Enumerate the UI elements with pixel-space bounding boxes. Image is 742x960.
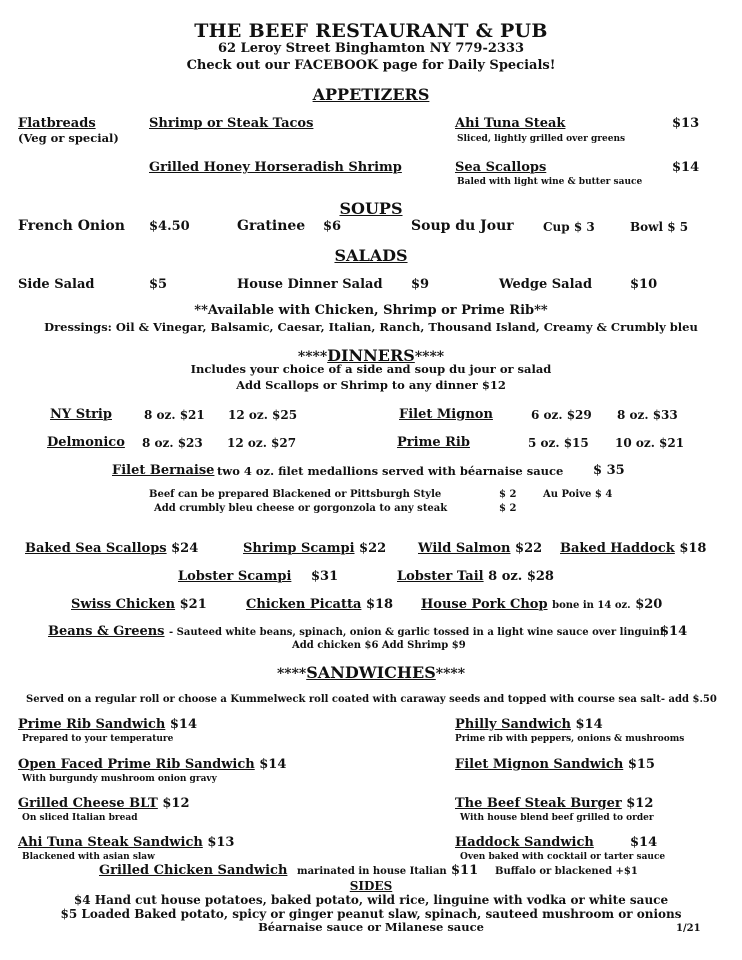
beans-greens-price: $14 [660, 624, 688, 639]
dinners-add: Add Scallops or Shrimp to any dinner $12 [236, 378, 506, 392]
sides-line-2: $5 Loaded Baked potato, spicy or ginger peanut slaw, spinach, sauteed mushroom or onions [60, 907, 682, 921]
prime-rib-sandwich: Prime Rib Sandwich $14 [18, 717, 197, 732]
prime-rib-10: 10 oz. $21 [615, 436, 685, 450]
gratinee-price: $6 [323, 219, 342, 234]
ahi-tuna-sandwich: Ahi Tuna Steak Sandwich $13 [18, 835, 235, 850]
house-salad: House Dinner Salad [237, 277, 383, 292]
facebook-note: Check out our FACEBOOK page for Daily Specials! [186, 58, 556, 73]
dressings: Dressings: Oil & Vinegar, Balsamic, Caesar, Italian, Ranch, Thousand Island, Creamy & Crumbly bleu [44, 320, 698, 334]
haddock-sandwich: Haddock Sandwich [455, 835, 594, 850]
menu-date: 1/21 [676, 923, 701, 934]
dinners-includes: Includes your choice of a side and soup du jour or salad [190, 362, 552, 376]
soup-du-jour: Soup du Jour [411, 218, 514, 234]
filet-mignon-8: 8 oz. $33 [617, 408, 678, 422]
bleu-price: $ 2 [499, 503, 517, 514]
steak-burger: The Beef Steak Burger $12 [455, 796, 654, 811]
shrimp-scampi: Shrimp Scampi $22 [243, 541, 387, 556]
grilled-chicken-desc: marinated in house Italian [297, 866, 447, 877]
philly-sandwich-desc: Prime rib with peppers, onions & mushrooms [455, 734, 685, 744]
flatbreads-item: Flatbreads [18, 116, 96, 131]
soup-cup: Cup $ 3 [543, 220, 595, 234]
soup-bowl: Bowl $ 5 [630, 220, 689, 234]
wedge-salad-price: $10 [630, 277, 658, 292]
french-onion-price: $4.50 [149, 219, 190, 234]
scallops-price: $14 [672, 160, 700, 175]
bleu-note: Add crumbly bleu cheese or gorgonzola to any steak [154, 503, 448, 514]
sandwich-roll-note: Served on a regular roll or choose a Kummelweck roll coated with caraway seeds and topped with course sea salt- add $.50 [26, 694, 717, 705]
ahi-item: Ahi Tuna Steak [455, 116, 566, 131]
grilled-cheese-blt: Grilled Cheese BLT $12 [18, 796, 190, 811]
ny-strip-12: 12 oz. $25 [228, 408, 298, 422]
french-onion: French Onion [18, 218, 125, 234]
prime-rib-sandwich-desc: Prepared to your temperature [22, 734, 174, 744]
dinners-heading: ****DINNERS**** [297, 346, 445, 365]
gratinee: Gratinee [237, 218, 306, 234]
steak-burger-desc: With house blend beef grilled to order [460, 813, 654, 823]
open-faced-sandwich: Open Faced Prime Rib Sandwich $14 [18, 757, 287, 772]
grilled-chicken-price: $11 [451, 863, 479, 878]
lobster-scampi-price: $31 [311, 569, 339, 584]
restaurant-title: THE BEEF RESTAURANT & PUB [194, 20, 548, 42]
house-salad-price: $9 [411, 277, 430, 292]
filet-bernaise-desc: two 4 oz. filet medallions served with béarnaise sauce [217, 464, 564, 478]
prime-rib-5: 5 oz. $15 [528, 436, 589, 450]
ny-strip-8: 8 oz. $21 [144, 408, 205, 422]
ahi-tuna-sandwich-desc: Blackened with asian slaw [22, 852, 155, 862]
buffalo-option: Buffalo or blackened +$1 [495, 866, 638, 877]
au-poive: Au Poive $ 4 [543, 489, 613, 500]
ny-strip: NY Strip [50, 407, 112, 422]
chicken-picatta: Chicken Picatta $18 [246, 597, 394, 612]
filet-bernaise: Filet Bernaise [112, 463, 215, 478]
grilled-cheese-desc: On sliced Italian bread [22, 813, 138, 823]
side-salad-price: $5 [149, 277, 168, 292]
scallops-desc: Baled with light wine & butter sauce [457, 177, 643, 187]
open-faced-sandwich-desc: With burgundy mushroom onion gravy [22, 774, 217, 784]
scallops-item: Sea Scallops [455, 160, 547, 175]
lobster-tail: Lobster Tail 8 oz. $28 [397, 569, 554, 584]
grilled-chicken-sandwich: Grilled Chicken Sandwich [99, 863, 288, 878]
ahi-desc: Sliced, lightly grilled over greens [457, 134, 626, 144]
filet-bernaise-price: $ 35 [593, 463, 625, 478]
prime-rib: Prime Rib [397, 435, 470, 450]
delmonico-8: 8 oz. $23 [142, 436, 203, 450]
appetizers-heading: APPETIZERS [312, 85, 430, 104]
baked-haddock: Baked Haddock $18 [560, 541, 707, 556]
flatbreads-note: (Veg or special) [18, 131, 119, 145]
lobster-scampi: Lobster Scampi [178, 569, 292, 584]
soups-heading: SOUPS [339, 199, 403, 218]
sides-heading: SIDES [349, 879, 393, 893]
philly-sandwich: Philly Sandwich $14 [455, 717, 603, 732]
tacos-item: Shrimp or Steak Tacos [149, 116, 314, 131]
delmonico: Delmonico [47, 435, 125, 450]
delmonico-12: 12 oz. $27 [227, 436, 297, 450]
haddock-sandwich-price: $14 [630, 835, 658, 850]
pork-chop: House Pork Chop bone in 14 oz. $20 [421, 597, 663, 612]
wedge-salad: Wedge Salad [499, 277, 593, 292]
ahi-price: $13 [672, 116, 700, 131]
sandwiches-heading: ****SANDWICHES**** [276, 663, 466, 682]
swiss-chicken: Swiss Chicken $21 [71, 597, 207, 612]
wild-salmon: Wild Salmon $22 [418, 541, 543, 556]
filet-mignon-6: 6 oz. $29 [531, 408, 592, 422]
side-salad: Side Salad [18, 277, 95, 292]
sides-line-3: Béarnaise sauce or Milanese sauce [258, 920, 484, 934]
haddock-sandwich-desc: Oven baked with cocktail or tarter sauce [460, 852, 666, 862]
beans-greens: Beans & Greens - Sauteed white beans, spinach, onion & garlic tossed in a light wine sauce over linguini [48, 624, 664, 639]
address: 62 Leroy Street Binghamton NY 779-2333 [217, 41, 525, 56]
salad-available: **Available with Chicken, Shrimp or Prime Rib** [194, 303, 548, 318]
blackened-price: $ 2 [499, 489, 517, 500]
sides-line-1: $4 Hand cut house potatoes, baked potato, wild rice, linguine with vodka or white sauce [73, 893, 669, 907]
salads-heading: SALADS [334, 246, 408, 265]
filet-mignon: Filet Mignon [399, 407, 493, 422]
blackened-note: Beef can be prepared Blackened or Pittsburgh Style [149, 489, 442, 500]
horseradish-item: Grilled Honey Horseradish Shrimp [149, 160, 402, 175]
baked-sea-scallops: Baked Sea Scallops $24 [25, 541, 199, 556]
beans-greens-add: Add chicken $6 Add Shrimp $9 [292, 640, 466, 651]
filet-mignon-sandwich: Filet Mignon Sandwich $15 [455, 757, 655, 772]
